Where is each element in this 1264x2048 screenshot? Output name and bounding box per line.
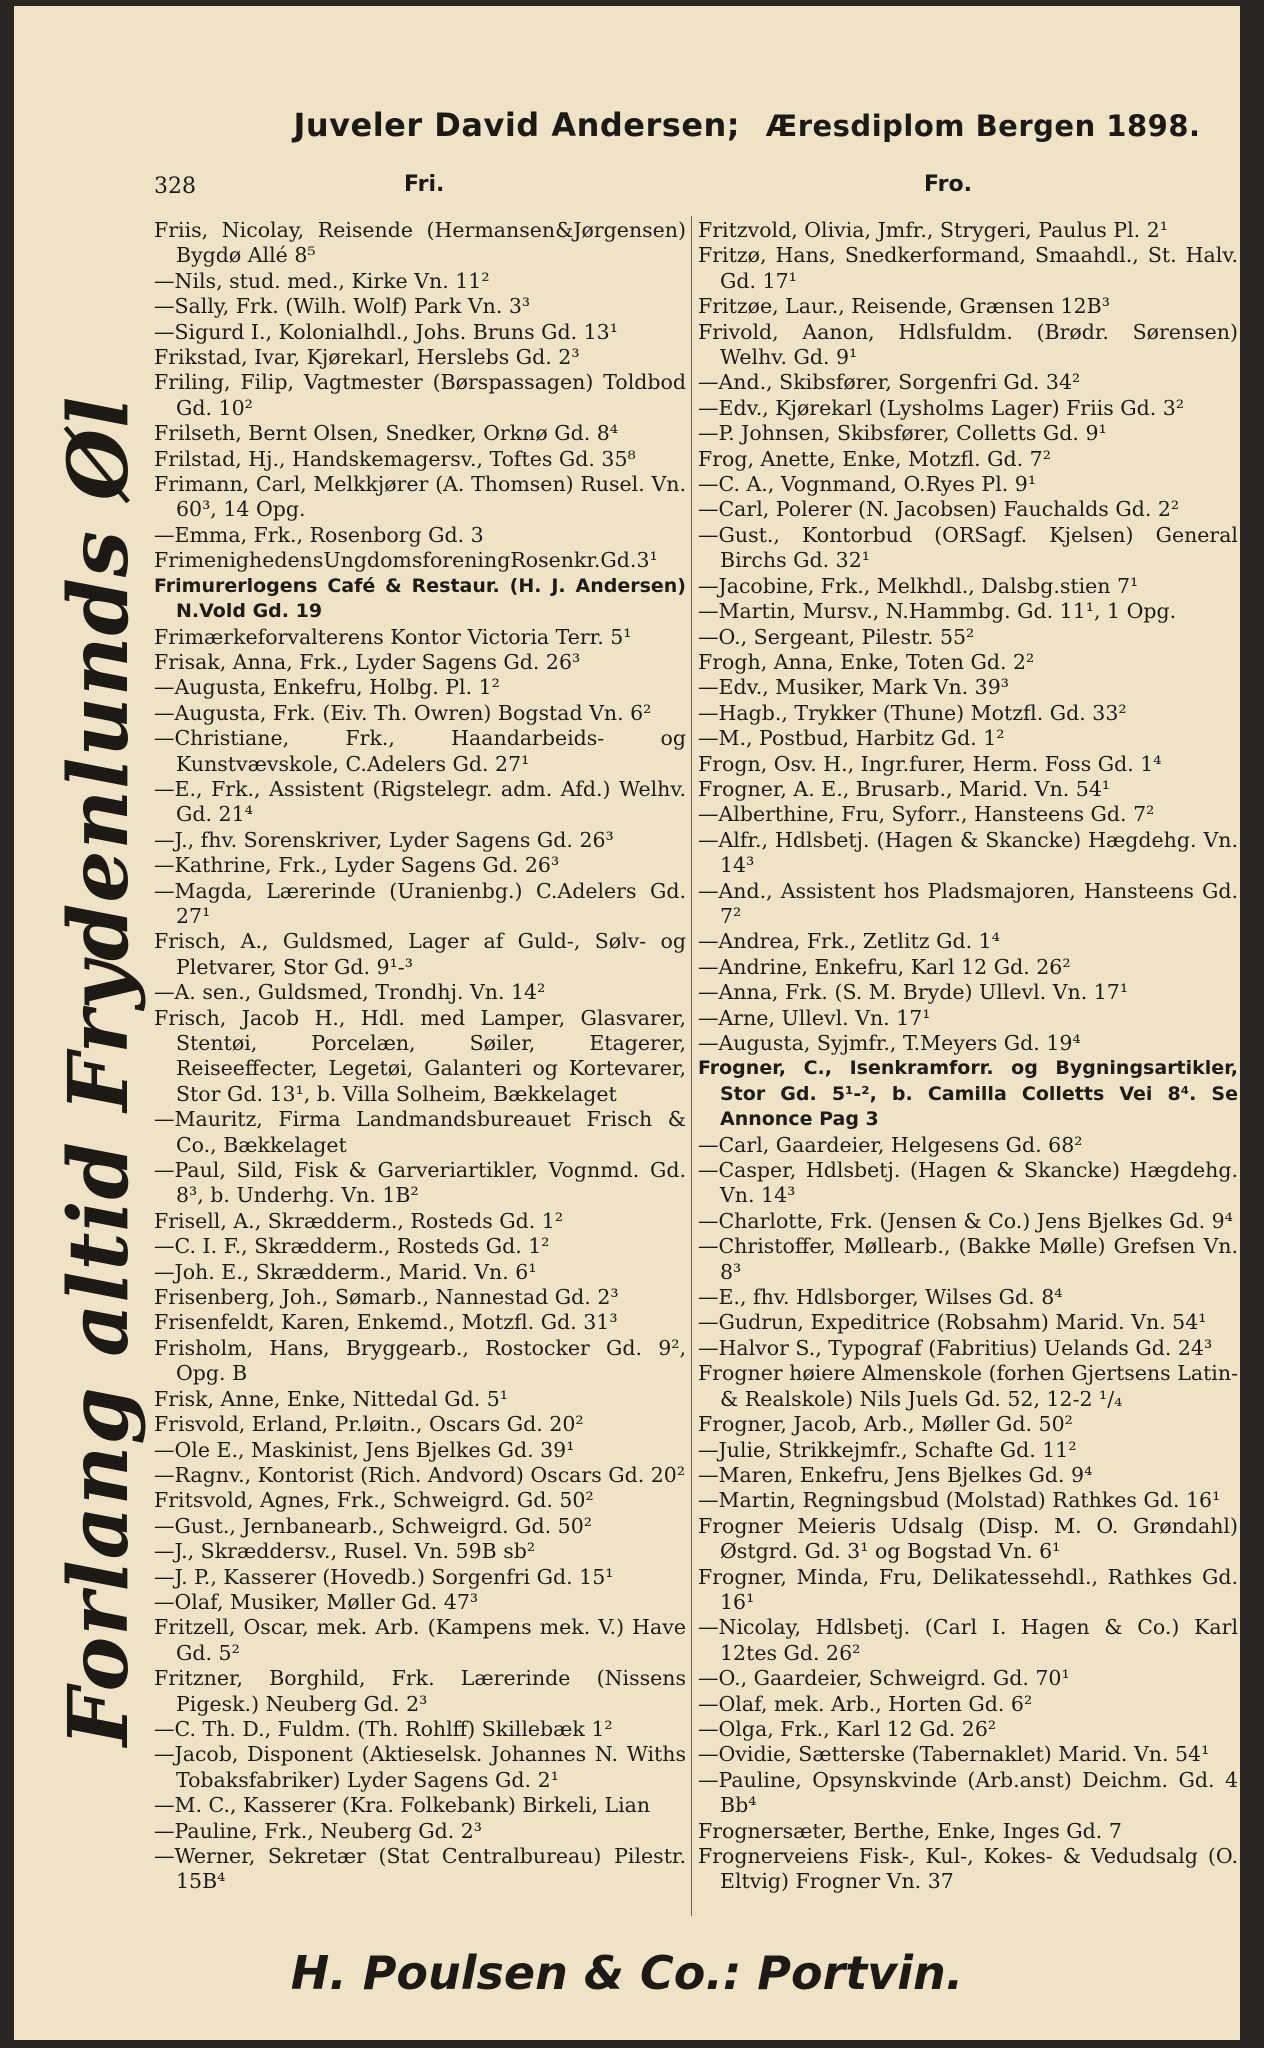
directory-entry: Frilstad, Hj., Handskemagersv., Toftes Gd. 35⁸	[154, 446, 636, 471]
directory-entry: —Paul, Sild, Fisk & Garveriartikler, Vognmd. Gd. 8³, b. Underhg. Vn. 1B²	[154, 1158, 686, 1208]
directory-entry: Frognersæter, Berthe, Enke, Inges Gd. 7	[698, 1818, 1122, 1843]
directory-entry: —Carl, Polerer (N. Jacobsen) Fauchalds Gd. 2²	[698, 497, 1180, 522]
directory-entry: Frog, Anette, Enke, Motzfl. Gd. 7²	[698, 446, 1051, 471]
directory-entry: Friis, Nicolay, Reisende (Hermansen&Jørgensen) Bygdø Allé 8⁵	[154, 218, 686, 268]
directory-entry: —Halvor S., Typograf (Fabritius) Uelands Gd. 24³	[698, 1335, 1213, 1360]
directory-entry: —Mauritz, Firma Landmandsbureauet Frisch & Co., Bækkelaget	[154, 1107, 686, 1157]
directory-entry: —And., Assistent hos Pladsmajoren, Hansteens Gd. 7²	[698, 878, 1238, 928]
directory-entry: Frogh, Anna, Enke, Toten Gd. 2²	[698, 649, 1035, 674]
footer-advertisement: H. Poulsen & Co.: Portvin.	[290, 1946, 964, 2000]
directory-entry: —Hagb., Trykker (Thune) Motzfl. Gd. 33²	[698, 700, 1127, 725]
directory-entry: Frivold, Aanon, Hdlsfuldm. (Brødr. Sørensen) Welhv. Gd. 9¹	[698, 319, 1238, 370]
directory-entry: Frisenfeldt, Karen, Enkemd., Motzfl. Gd. 31³	[154, 1310, 618, 1335]
directory-entry: —Andrine, Enkefru, Karl 12 Gd. 26²	[698, 954, 1071, 979]
directory-entry: —Sigurd I., Kolonialhdl., Johs. Bruns Gd. 13¹	[154, 319, 618, 344]
header-advertisement	[14, 106, 1240, 144]
directory-entry: —C. A., Vognmand, O.Ryes Pl. 9¹	[698, 472, 1037, 497]
directory-entry: —Julie, Strikkejmfr., Schafte Gd. 11²	[698, 1437, 1077, 1462]
directory-entry: Frisk, Anne, Enke, Nittedal Gd. 5¹	[154, 1386, 508, 1411]
directory-entry: Frogner Meieris Udsalg (Disp. M. O. Grøndahl) Østgrd. Gd. 3¹ og Bogstad Vn. 6¹	[698, 1513, 1238, 1564]
directory-entry: —Kathrine, Frk., Lyder Sagens Gd. 26³	[154, 853, 560, 878]
directory-entry: —O., Sergeant, Pilestr. 55²	[698, 624, 975, 649]
directory-entry: Frimurerlogens Café & Restaur. (H. J. Andersen) N.Vold Gd. 19	[154, 574, 686, 623]
directory-entry: —J., fhv. Sorenskriver, Lyder Sagens Gd. 26³	[154, 827, 614, 852]
directory-entry: —Werner, Sekretær (Stat Centralbureau) Pilestr. 15B⁴	[154, 1844, 686, 1894]
directory-entry: Fritzø, Hans, Snedkerformand, Smaahdl., St. Halv. Gd. 17¹	[698, 243, 1238, 293]
left-column	[154, 218, 686, 1895]
directory-entry: —Andrea, Frk., Zetlitz Gd. 1⁴	[698, 929, 1000, 954]
directory-entry: —Ole E., Maskinist, Jens Bjelkes Gd. 39¹	[154, 1437, 575, 1462]
directory-entry: Frogner, Minda, Fru, Delikatessehdl., Rathkes Gd. 16¹	[698, 1564, 1238, 1614]
running-head-right: Fro.	[924, 172, 972, 197]
directory-entry: —Carl, Gaardeier, Helgesens Gd. 68²	[698, 1132, 1083, 1157]
directory-entry: —Gust., Kontorbud (ORSagf. Kjelsen) General Birchs Gd. 32¹	[698, 522, 1238, 573]
directory-entry: —Christoffer, Møllearb., (Bakke Mølle) Grefsen Vn. 8³	[698, 1234, 1238, 1284]
directory-entry: —Nicolay, Hdlsbetj. (Carl I. Hagen & Co.) Karl 12tes Gd. 26²	[698, 1615, 1238, 1665]
directory-entry: —J. P., Kasserer (Hovedb.) Sorgenfri Gd. 15¹	[154, 1564, 614, 1589]
directory-entry: Fritzner, Borghild, Frk. Lærerinde (Nissens Pigesk.) Neuberg Gd. 2³	[154, 1666, 686, 1716]
directory-entry: —C. Th. D., Fuldm. (Th. Rohlff) Skillebæk 1²	[154, 1716, 613, 1741]
directory-entry: —Maren, Enkefru, Jens Bjelkes Gd. 9⁴	[698, 1462, 1093, 1487]
directory-entry: Frisell, A., Skrædderm., Rosteds Gd. 1²	[154, 1208, 564, 1233]
sidebar-ad-text: Forlang altid Frydenlunds Øl	[51, 395, 147, 1747]
directory-entry: Frogn, Osv. H., Ingr.furer, Herm. Foss Gd. 1⁴	[698, 751, 1162, 776]
directory-entry: —Charlotte, Frk. (Jensen & Co.) Jens Bjelkes Gd. 9⁴	[698, 1208, 1233, 1233]
directory-entry: —Alfr., Hdlsbetj. (Hagen & Skancke) Hægdehg. Vn. 14³	[698, 827, 1238, 878]
directory-entry: —Sally, Frk. (Wilh. Wolf) Park Vn. 3³	[154, 294, 531, 319]
directory-entry: —Augusta, Syjmfr., T.Meyers Gd. 19⁴	[698, 1031, 1081, 1055]
directory-entry: Frisenberg, Joh., Sømarb., Nannestad Gd. 2³	[154, 1285, 619, 1310]
directory-entry: Fritzøe, Laur., Reisende, Grænsen 12B³	[698, 294, 1110, 319]
column-divider	[691, 216, 692, 1916]
directory-entry: —E., Frk., Assistent (Rigstelegr. adm. Afd.) Welhv. Gd. 21⁴	[154, 776, 686, 827]
directory-entry: —Pauline, Opsynskvinde (Arb.anst) Deichm. Gd. 4 Bb⁴	[698, 1767, 1238, 1818]
page-number: 328	[154, 174, 196, 199]
directory-entry: —Olaf, mek. Arb., Horten Gd. 6²	[698, 1691, 1033, 1716]
directory-entry: Frognerveiens Fisk-, Kul-, Kokes- & Vedudsalg (O. Eltvig) Frogner Vn. 37	[698, 1844, 1238, 1894]
directory-page	[14, 6, 1240, 2040]
directory-entry: Frikstad, Ivar, Kjørekarl, Herslebs Gd. 2³	[154, 345, 580, 370]
directory-entry: Frogner høiere Almenskole (forhen Gjertsens Latin- & Realskole) Nils Juels Gd. 52, 12-2 ¹/₄	[698, 1361, 1238, 1411]
directory-entry: Fritzell, Oscar, mek. Arb. (Kampens mek. V.) Have Gd. 5²	[154, 1615, 686, 1665]
directory-entry: —E., fhv. Hdlsborger, Wilses Gd. 8⁴	[698, 1285, 1063, 1310]
header-ad-main: Juveler David Andersen;	[293, 106, 741, 144]
directory-entry: Frilseth, Bernt Olsen, Snedker, Orknø Gd. 8⁴	[154, 421, 618, 446]
directory-entry: Frisvold, Erland, Pr.løitn., Oscars Gd. 20²	[154, 1412, 584, 1437]
directory-entry: —And., Skibsfører, Sorgenfri Gd. 34²	[698, 370, 1081, 395]
directory-entry: —Edv., Kjørekarl (Lysholms Lager) Friis Gd. 3²	[698, 395, 1185, 420]
directory-entry: —Emma, Frk., Rosenborg Gd. 3	[154, 522, 484, 547]
sidebar-advertisement	[44, 221, 154, 1921]
directory-entry: —Augusta, Enkefru, Holbg. Pl. 1²	[154, 675, 500, 700]
directory-entry: Fritzvold, Olivia, Jmfr., Strygeri, Paulus Pl. 2¹	[698, 218, 1168, 242]
directory-entry: —O., Gaardeier, Schweigrd. Gd. 70¹	[698, 1666, 1070, 1691]
directory-entry: —Nils, stud. med., Kirke Vn. 11²	[154, 268, 490, 293]
running-head-left: Fri.	[404, 172, 445, 197]
directory-entry: —P. Johnsen, Skibsfører, Colletts Gd. 9¹	[698, 421, 1107, 446]
directory-entry: FrimenighedensUngdomsforeningRosenkr.Gd.3¹	[154, 548, 658, 573]
directory-entry: Frisholm, Hans, Bryggearb., Rostocker Gd. 9², Opg. B	[154, 1335, 686, 1386]
directory-entry: —Gudrun, Expeditrice (Robsahm) Marid. Vn. 54¹	[698, 1310, 1207, 1335]
directory-entry: —Joh. E., Skrædderm., Marid. Vn. 6¹	[154, 1259, 537, 1284]
directory-entry: Frimann, Carl, Melkkjører (A. Thomsen) Rusel. Vn. 60³, 14 Opg.	[154, 472, 686, 522]
directory-entry: —M. C., Kasserer (Kra. Folkebank) Birkeli, Lian	[154, 1793, 651, 1818]
directory-entry: —Ovidie, Sætterske (Tabernaklet) Marid. Vn. 54¹	[698, 1742, 1210, 1767]
directory-entry: —Jacobine, Frk., Melkhdl., Dalsbg.stien 7¹	[698, 573, 1139, 598]
directory-entry: —Olaf, Musiker, Møller Gd. 47³	[154, 1589, 479, 1614]
directory-entry: Fritsvold, Agnes, Frk., Schweigrd. Gd. 50²	[154, 1488, 594, 1513]
directory-entry: Frisch, A., Guldsmed, Lager af Guld-, Sølv- og Pletvarer, Stor Gd. 9¹-³	[154, 929, 686, 979]
directory-entry: —Magda, Lærerinde (Uranienbg.) C.Adelers Gd. 27¹	[154, 878, 686, 928]
directory-entry: —Alberthine, Fru, Syforr., Hansteens Gd. 7²	[698, 802, 1155, 827]
directory-entry: —Ragnv., Kontorist (Rich. Andvord) Oscars Gd. 20²	[154, 1462, 686, 1487]
directory-entry: Frogner, A. E., Brusarb., Marid. Vn. 54¹	[698, 776, 1111, 801]
directory-entry: Frimærkeforvalterens Kontor Victoria Terr. 5¹	[154, 624, 632, 649]
right-column	[698, 218, 1238, 1895]
directory-entry: Frogner, C., Isenkramforr. og Bygningsartikler, Stor Gd. 5¹-², b. Camilla Colletts Vei 8⁴. Se Annonce Pag 3	[698, 1057, 1238, 1131]
directory-entry: —Jacob, Disponent (Aktieselsk. Johannes N. Withs Tobaksfabriker) Lyder Sagens Gd. 2¹	[154, 1742, 686, 1792]
directory-entry: Friling, Filip, Vagtmester (Børspassagen) Toldbod Gd. 10²	[154, 370, 686, 420]
directory-entry: —J., Skræddersv., Rusel. Vn. 59B sb²	[154, 1539, 536, 1564]
directory-entry: —A. sen., Guldsmed, Trondhj. Vn. 14²	[154, 980, 546, 1005]
directory-entry: —C. I. F., Skrædderm., Rosteds Gd. 1²	[154, 1234, 550, 1259]
directory-entry: Frogner, Jacob, Arb., Møller Gd. 50²	[698, 1412, 1073, 1437]
directory-entry: —Anna, Frk. (S. M. Bryde) Ullevl. Vn. 17¹	[698, 980, 1129, 1005]
directory-entry: —Martin, Mursv., N.Hammbg. Gd. 11¹, 1 Opg.	[698, 599, 1177, 624]
directory-entry: Frisak, Anna, Frk., Lyder Sagens Gd. 26³	[154, 649, 581, 674]
directory-entry: —Pauline, Frk., Neuberg Gd. 2³	[154, 1818, 483, 1843]
directory-entry: —M., Postbud, Harbitz Gd. 1²	[698, 726, 1005, 751]
directory-entry: —Augusta, Frk. (Eiv. Th. Owren) Bogstad Vn. 6²	[154, 700, 652, 725]
directory-entry: —Casper, Hdlsbetj. (Hagen & Skancke) Hægdehg. Vn. 14³	[698, 1158, 1238, 1208]
header-ad-sub: Æresdiplom Bergen 1898.	[765, 109, 1201, 143]
directory-entry: —Arne, Ullevl. Vn. 17¹	[698, 1005, 931, 1030]
directory-entry: Frisch, Jacob H., Hdl. med Lamper, Glasvarer, Stentøi, Porcelæn, Søiler, Etagerer, Reiseeffecter, Legetøi, Galanteri og Kortevarer, Stor Gd. 13¹, b. Villa Solheim, Bækkelaget	[154, 1005, 686, 1106]
directory-entry: —Gust., Jernbanearb., Schweigrd. Gd. 50²	[154, 1513, 592, 1538]
directory-entry: —Edv., Musiker, Mark Vn. 39³	[698, 675, 1009, 700]
directory-entry: —Christiane, Frk., Haandarbeids- og Kunstvævskole, C.Adelers Gd. 27¹	[154, 726, 686, 776]
directory-entry: —Olga, Frk., Karl 12 Gd. 26²	[698, 1716, 997, 1741]
directory-entry: —Martin, Regningsbud (Molstad) Rathkes Gd. 16¹	[698, 1488, 1221, 1513]
